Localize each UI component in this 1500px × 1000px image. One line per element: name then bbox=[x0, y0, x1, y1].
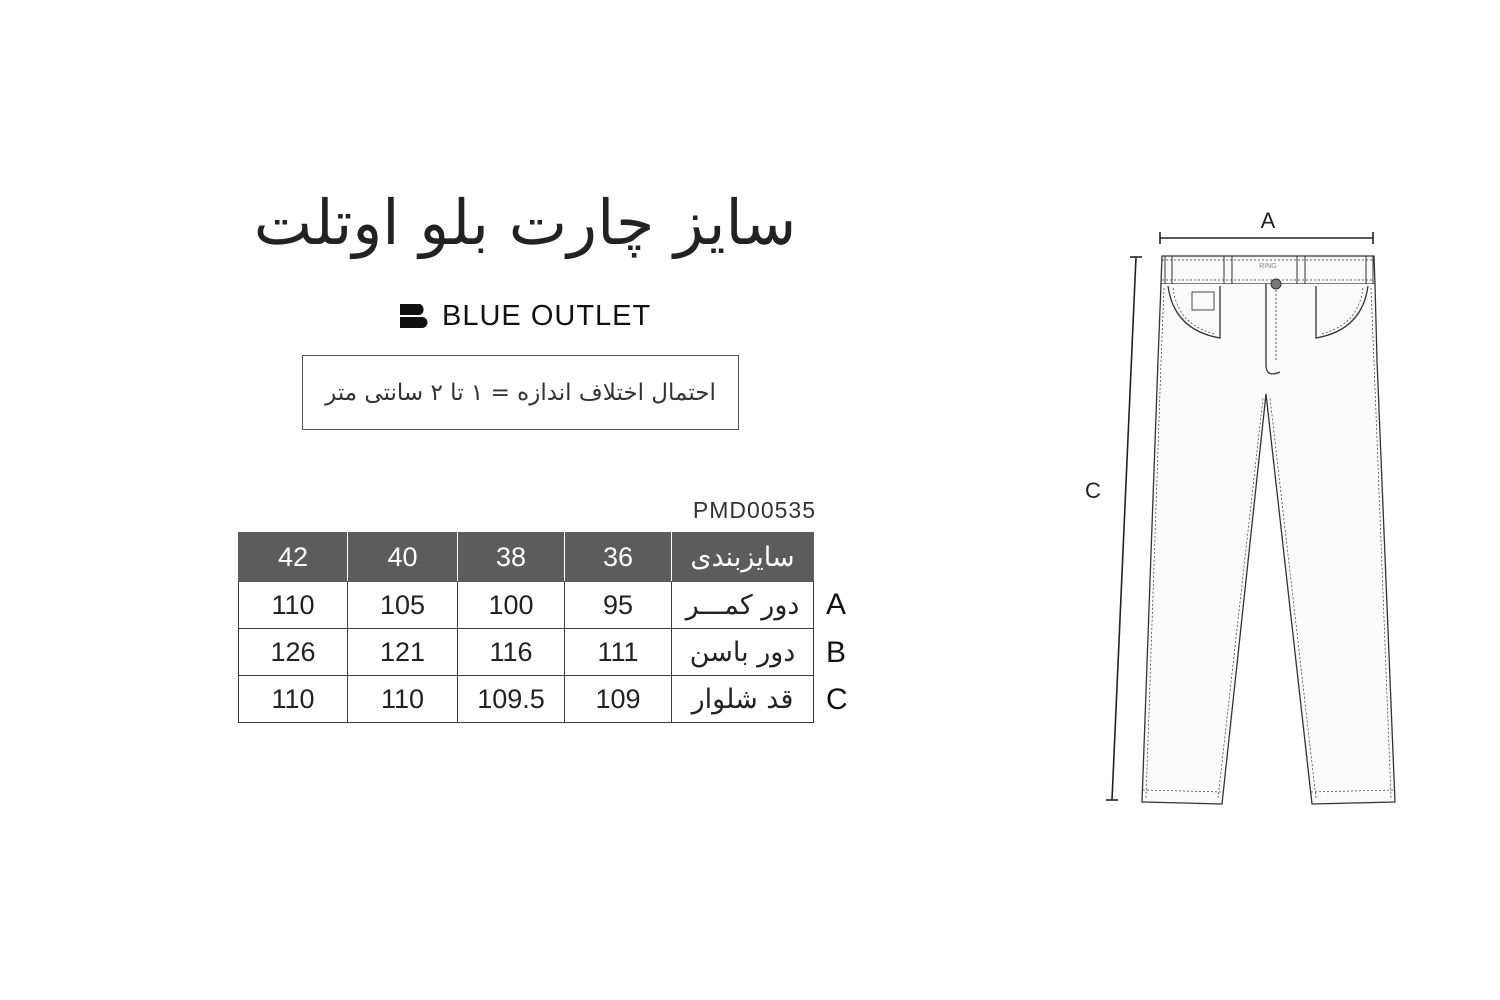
header-label: سایزبندی bbox=[672, 533, 814, 582]
measure-line-c bbox=[1106, 257, 1142, 800]
table-cell: 95 bbox=[565, 582, 672, 629]
row-letter-c: C bbox=[826, 683, 848, 716]
tolerance-note bbox=[302, 355, 739, 430]
size-table bbox=[238, 532, 814, 723]
table-cell: 111 bbox=[565, 629, 672, 676]
brand-name: BLUE OUTLET bbox=[442, 299, 652, 332]
table-cell: 105 bbox=[348, 582, 458, 629]
product-code: PMD00535 bbox=[692, 497, 816, 523]
b-logo-icon bbox=[400, 304, 430, 328]
table-row bbox=[239, 582, 814, 629]
table-cell: 100 bbox=[458, 582, 565, 629]
row-label: دور کمـــر bbox=[672, 582, 814, 629]
table-cell: 121 bbox=[348, 629, 458, 676]
table-cell: 109.5 bbox=[458, 676, 565, 723]
table-cell: 109 bbox=[565, 676, 672, 723]
table-row bbox=[239, 676, 814, 723]
label-a: A bbox=[1260, 208, 1276, 233]
table-cell: 110 bbox=[239, 582, 348, 629]
waistband-brand: RING bbox=[1259, 263, 1277, 270]
header-size-40: 40 bbox=[348, 533, 458, 582]
header-size-36: 36 bbox=[565, 533, 672, 582]
brand bbox=[400, 296, 651, 336]
header-size-42: 42 bbox=[239, 533, 348, 582]
table-row bbox=[239, 629, 814, 676]
row-label: قد شلوار bbox=[672, 676, 814, 723]
table-cell: 110 bbox=[239, 676, 348, 723]
tolerance-note-text: احتمال اختلاف اندازه = ۱ تا ۲ سانتی متر bbox=[325, 379, 716, 406]
table-cell: 116 bbox=[458, 629, 565, 676]
button-icon bbox=[1271, 279, 1281, 289]
measure-line-a bbox=[1160, 232, 1373, 244]
page-title: سایز چارت بلو اوتلت bbox=[253, 186, 797, 259]
label-c: C bbox=[1085, 478, 1101, 503]
row-label: دور باسن bbox=[672, 629, 814, 676]
table-cell: 110 bbox=[348, 676, 458, 723]
table-cell: 126 bbox=[239, 629, 348, 676]
row-letter-a: A bbox=[826, 588, 847, 621]
table-header-row bbox=[239, 533, 814, 582]
pants-outline bbox=[1142, 256, 1395, 804]
pants-diagram bbox=[1070, 200, 1410, 820]
header-size-38: 38 bbox=[458, 533, 565, 582]
row-letter-b: B bbox=[826, 636, 847, 669]
